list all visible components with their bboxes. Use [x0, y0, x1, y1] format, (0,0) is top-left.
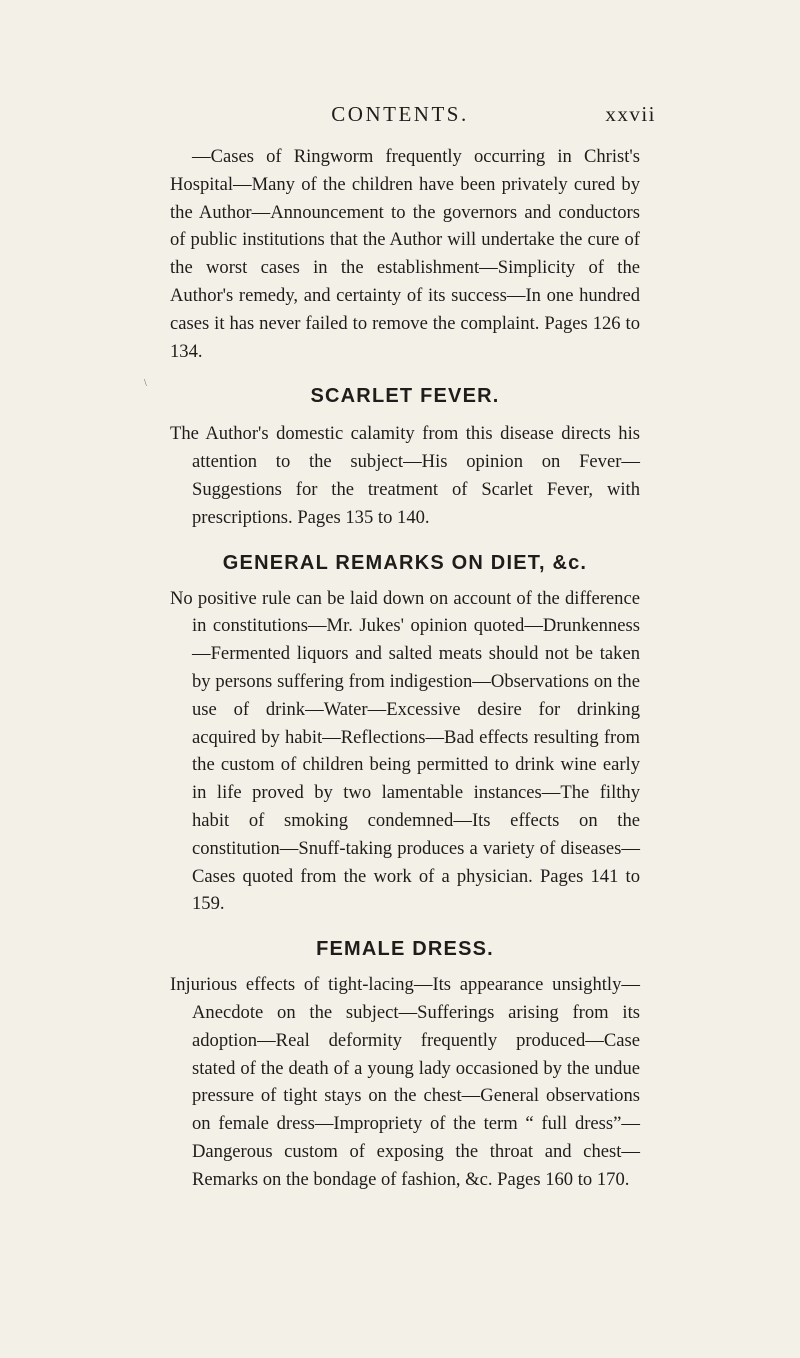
margin-mark: \: [144, 378, 147, 389]
running-head: [0, 102, 800, 132]
page-number: xxvii: [605, 102, 656, 126]
heading-female-dress: FEMALE DRESS.: [316, 938, 494, 961]
diet-summary: No positive rule can be laid down on account of the difference in constitutions—Mr. Jukes' opinion quoted—Drunkenness—Fermented liquors and salted meats should not be taken by persons suffering from indigestion—Observations on the use of drink—Water—Excessive desire for drinking acquired by habit—Reflections—Bad effects resulting from the custom of children being permitted to drink wine early in life proved by two lamentable instances—The filthy habit of smoking condemned—Its effects on the constitution—Snuff-taking produces a variety of diseases—Cases quoted from the work of a physician. Pages 141 to 159.: [170, 587, 640, 915]
heading-remarks-on-diet: GENERAL REMARKS ON DIET, &c.: [222, 551, 588, 574]
heading-scarlet-fever: SCARLET FEVER.: [310, 385, 500, 408]
running-title: CONTENTS.: [331, 102, 469, 126]
contents-body: [170, 143, 640, 1194]
ringworm-summary: —Cases of Ringworm frequently occurring in Christ's Hospital—Many of the children have been privately cured by the Author—Announcement to the governors and conductors of public institutions that the Author will undertake the cure of the worst cases in the establishment—Simplicity of the Author's remedy, and certainty of its success—In one hundred cases it has never failed to remove the complaint. Pages 126 to 134.: [170, 146, 640, 362]
female-dress-summary: Injurious effects of tight-lacing—Its appearance unsightly—Anecdote on the subject—Sufferings arising from its adoption—Real deformity frequently produced—Case stated of the death of a young lady occasioned by the undue pressure of tight stays on the chest—General observations on female dress—Impropriety of the term “ full dress”—Dangerous custom of exposing the throat and chest—Remarks on the bondage of fashion, &c. Pages 160 to 170.: [170, 974, 640, 1190]
scarlet-fever-summary: The Author's domestic calamity from this disease directs his attention to the subject—His opinion on Fever—Suggestions for the treatment of Scarlet Fever, with prescriptions. Pages 135 to 140.: [170, 423, 640, 528]
